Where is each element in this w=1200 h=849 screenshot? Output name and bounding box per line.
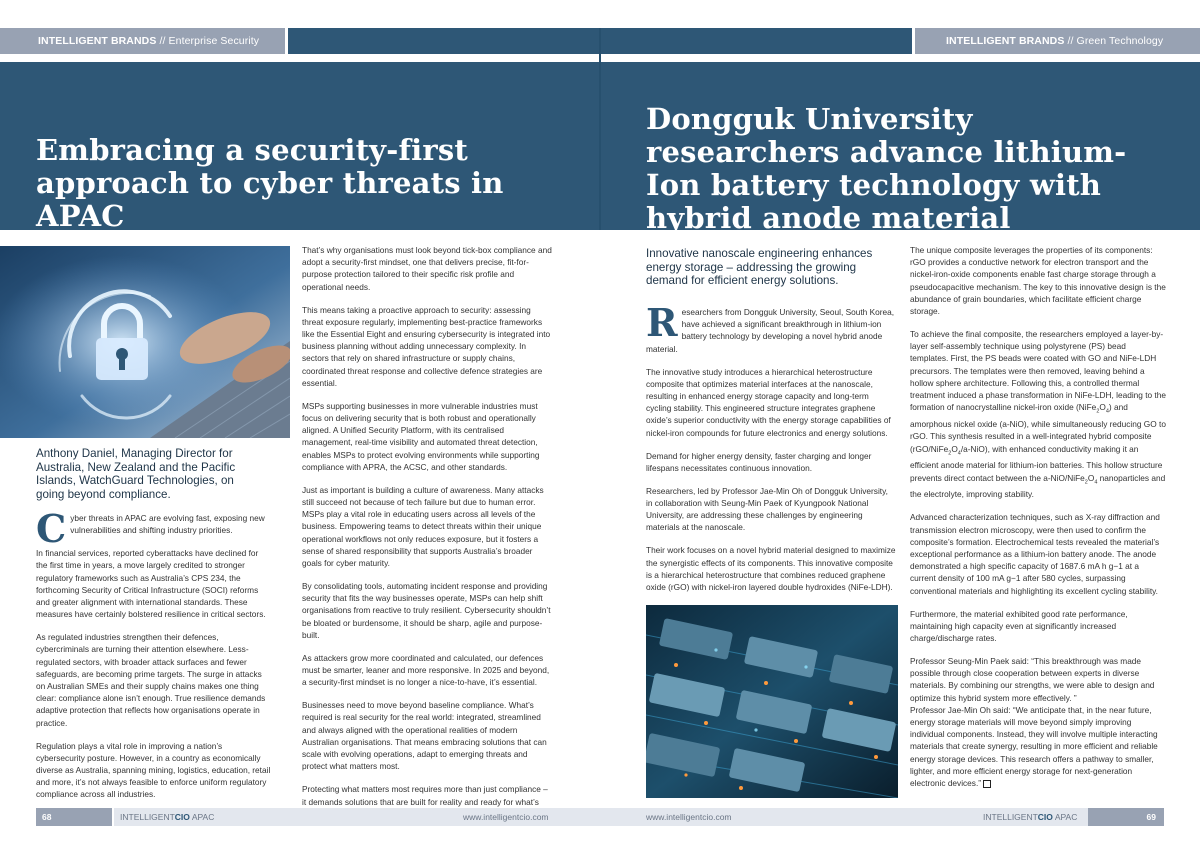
right-footer-brand-bold: CIO: [1037, 812, 1053, 822]
right-col-2: [910, 244, 1166, 800]
right-col2-p3: Advanced characterization techniques, such as X-ray diffraction and transmission electron microscopy, were then used to confirm the composite’s formation. Electrochemical tests revealed the material’s exceptional performance as a lithium-ion battery anode. The anode demonstrated a high specific capacity of 1687.6 mA h g−1 at a current density of 100 mA g−1 after 580 cycles, surpassing conventional materials and highlighting its excellent cycling stability.: [910, 512, 1160, 596]
right-col2-p2-part-c: /a-NiO), with enhanced conductivity making it an efficient anode material for lithium-ion batteries. This hollow structure prevents direct contact between the a-NiO/NiFe: [910, 443, 1163, 483]
left-col2-p6: As attackers grow more coordinated and calculated, our defences must be smarter, leaner and more responsive. In 2025 and beyond, a security-first mindset is no longer a nice-to-have, it’s essential.: [302, 652, 550, 688]
subscript-4b: 4: [957, 450, 961, 457]
left-col2-p7: Businesses need to move beyond baseline compliance. What’s required is real security for the real world: integrated, streamlined and always aligned with the operational realities of modern Australian organisations. That means embracing solutions that can scale with evolving operations, adapt to emerging threats and protect what matters most.: [302, 700, 547, 772]
right-section-tag: [915, 28, 1200, 54]
right-col-1: [646, 300, 896, 604]
left-article-title: Embracing a security-first approach to cyber threats in APAC: [36, 133, 504, 233]
right-col2-p2-part-b: ) and amorphous nickel oxide (a-NiO), while simultaneously reducing GO to rGO. This synthesis resulted in a well-integrated hybrid composite (rGO/NiFe: [910, 402, 1166, 454]
right-col2-p5: Professor Seung-Min Paek said: “This breakthrough was made possible through close cooperation between experts in diverse materials. By combining our strengths, we were able to design and optimize this hybrid system more effectively. ”: [910, 656, 1155, 703]
right-article-image: [646, 605, 898, 798]
subscript-4c: 4: [1094, 479, 1098, 486]
right-tag-section: Green Technology: [1076, 35, 1164, 47]
left-footer-brand-bold: CIO: [174, 812, 190, 822]
subscript-2c: 2: [1084, 479, 1088, 486]
left-tag-brand: INTELLIGENT BRANDS: [38, 35, 157, 47]
left-footer-brand-pre: INTELLIGENT: [120, 812, 175, 822]
right-col1-p3: Demand for higher energy density, faster charging and longer lifespans necessitates continuous innovation.: [646, 450, 872, 473]
left-col2-p3: MSPs supporting businesses in more vulnerable industries must focus on delivering security that is both robust and operationally aligned. A Unified Security Platform, with its centralised management, real-time visibility and automated threat detection, enables MSPs to protect evolving environments while supporting compliance with APRA, the ACSC, and other standards.: [302, 400, 540, 472]
right-footer-brand: [983, 808, 1077, 826]
right-page-number: 69: [1088, 808, 1164, 826]
subscript-2: 2: [1096, 408, 1100, 415]
left-col2-p8-text: Protecting what matters most requires more than just compliance – it demands solutions that are built for reality and ready for what’s: [302, 784, 548, 807]
left-tag-sep: //: [156, 35, 169, 47]
left-col-1: [36, 506, 272, 811]
right-tag-sep: //: [1064, 35, 1077, 47]
right-footer-brand-post: APAC: [1052, 812, 1078, 822]
left-col1-p2: In financial services, reported cyberattacks have declined for the first time in years, a move largely credited to stronger regulatory frameworks such as Australia’s CPS 234, the forthcoming Security of Critical Infrastructure (SOCI) reforms and greater alignment with international standards. These measures have certainly bolstered resilience in critical sectors.: [36, 548, 266, 620]
left-footer-brand: [120, 808, 214, 826]
left-footer-brand-post: APAC: [189, 812, 215, 822]
right-col2-p6: [910, 704, 1166, 789]
left-col2-p4: Just as important is building a culture of awareness. Many attacks still succeed not because of tech failure but due to human error. MSPs play a vital role in educating users across all levels of the business. Empowering teams to detect threats within their unique operational workflows not only reduces exposure, but it fosters a sense of shared responsibility that supports Australia’s broader goals for cyber maturity.: [302, 484, 544, 569]
right-col2-p2: To achieve the final composite, the researchers employed a layer-by-layer self-assembly technique using polystyrene (PS) bead templates. First, the PS beads were coated with GO and NiFe-LDH precursors. The templates were then removed, leaving behind a hollow sphere architecture. Following this, a controlled thermal treatment induced a phase transformation in NiFe-LDH, leading to the formation of nanocrystalline nickel-iron oxide $(NiFe_2O_4)$ and amorphous nickel oxide (a-NiO), while simultaneously reducing GO to rGO. This synthesis resulted in a well-integrated hybrid composite $(rGO/NiFe_2O_4/a-NiO)$, with enhanced conductivity making it an efficient anode material for lithium-ion batteries. This hollow structure prevents direct contact between the $a-NiO/NiFe_2O_4$ nanoparticles and the electrolyte, improving stability.: [910, 329, 1166, 500]
left-col1-p1-text: yber threats in APAC are evolving fast, exposing new vulnerabilities and shifting industry priorities.: [70, 513, 265, 536]
left-article-image: [0, 246, 290, 438]
right-col1-p1: [646, 300, 896, 355]
right-col2-p4: Furthermore, the material exhibited good rate performance, maintaining high capacity even at significantly increased charge/discharge rates.: [910, 608, 1128, 644]
right-footer-url[interactable]: www.intelligentcio.com: [646, 812, 732, 822]
subscript-4: 4: [1105, 408, 1109, 415]
left-tag-section: Enterprise Security: [168, 35, 260, 47]
right-tag-brand: INTELLIGENT BRANDS: [946, 35, 1065, 47]
left-col2-p1: That’s why organisations must look beyond tick-box compliance and adopt a security-first mindset, one that delivers precise, fit-for-purpose protection tailored to their specific risk profile and operational needs.: [302, 245, 552, 292]
left-footer-url[interactable]: www.intelligentcio.com: [463, 812, 549, 822]
left-section-tag: [0, 28, 285, 54]
right-footer-brand-pre: INTELLIGENT: [983, 812, 1038, 822]
circuit-battery-photo-icon: [646, 605, 898, 798]
right-col1-p4: Researchers, led by Professor Jae-Min Oh of Dongguk University, in collaboration with Seung-Min Paek of Kyungpook National University, are addressing these challenges by engineering materials at the nanoscale.: [646, 485, 888, 533]
right-lede: Innovative nanoscale engineering enhances energy storage – addressing the growing demand for efficient energy solutions.: [646, 247, 873, 287]
subscript-2b: 2: [948, 450, 952, 457]
right-col1-p2: The innovative study introduces a hierarchical heterostructure composite that optimizes material interfaces at the nanoscale, resulting in enhanced energy storage capacity and long-term cycling stability. This engineered structure integrates graphene oxide’s superior conductivity with the energy storage capabilities of nickel-iron compounds for future electronics and energy solutions.: [646, 366, 891, 438]
right-col2-p2-part-a: To achieve the final composite, the researchers employed a layer-by-layer self-assembly technique using polystyrene (PS) bead templates. First, the PS beads were coated with GO and NiFe-LDH precursors. The templates were then removed, leaving behind a hollow sphere architecture. Following this, a controlled thermal treatment induced a phase transformation in NiFe-LDH, leading to the formation of nanocrystalline nickel-iron oxide (NiFe: [910, 329, 1166, 413]
right-col1-p1-text: esearchers from Dongguk University, Seoul, South Korea, have achieved a significant breakthrough in lithium-ion battery technology by developing a novel hybrid anode material.: [646, 307, 895, 354]
laptop-padlock-photo-icon: [0, 246, 290, 438]
right-col1-p5: Their work focuses on a novel hybrid material designed to maximize the synergistic effects of its components. This innovative composite is a hierarchical heterostructure that combines reduced graphene oxide (rGO) with nickel-iron layered double hydroxides (NiFe-LDH).: [646, 545, 896, 593]
left-col2-p2: This means taking a proactive approach to security: assessing threat exposure regularly, implementing best-practice frameworks like the Essential Eight and ensuring cybersecurity is integrated into business planning without adding unnecessary complexity. In sectors that rely on shared infrastructure or supply chains, coordinated threat response and collective defence strategies are essential.: [302, 304, 551, 388]
left-col-2: [302, 244, 552, 831]
right-dropcap: R: [646, 300, 678, 345]
left-col1-p3: As regulated industries strengthen their defences, cybercriminals are turning their attention elsewhere. Less-regulated sectors, with broader attack surfaces and fewer safeguards, are becoming prime targets. The surge in attacks on Australian SMEs and their supply chains makes one thing clear: compliance alone isn’t enough. True resilience demands adaptive protection that reflects how organisations operate in practice.: [36, 632, 266, 728]
right-article-title: Dongguk University researchers advance lithium-Ion battery technology with hybrid anode material: [646, 102, 1127, 235]
left-col2-p5: By consolidating tools, automating incident response and providing security that fits the way businesses operate, MSPs can help shift organisations from reactive to truly resilient. Cybersecurity shouldn’t be bloated or burdensome, it should be sharp, agile and purpose-built.: [302, 581, 551, 640]
right-col2-p6-text: Professor Jae-Min Oh said: “We anticipate that, in the near future, energy storage materials will move beyond simply improving individual components. Instead, they will involve multiple interacting materials that create synergy, resulting in more efficient and reliable energy storage devices. This research offers a pathway to smaller, lighter, and more efficient energy storage for next-generation electronic devices.”: [910, 704, 1158, 789]
right-col2-p1: The unique composite leverages the properties of its components: rGO provides a conductive network for electron transport and the nickel-iron-oxide components enable fast charge storage through a pseudocapacitive mechanism. The key to this innovative design is the abundance of grain boundaries, which facilitate efficient charge storage.: [910, 245, 1166, 317]
right-col2-p2-part-d: nanoparticles and the electrolyte, improving stability.: [910, 472, 1166, 500]
left-dropcap: C: [36, 506, 67, 551]
left-image-caption: Anthony Daniel, Managing Director for Australia, New Zealand and the Pacific Islands, WatchGuard Technologies, on going beyond compliance.: [36, 447, 236, 501]
left-col1-p1: [36, 506, 272, 551]
left-col1-p4: Regulation plays a vital role in improving a nation’s cybersecurity posture. However, in a country as economically diverse as Australia, spanning mining, logistics, education, retail and more, it’s not always feasible to enforce uniform regulatory compliance across all industries.: [36, 740, 271, 800]
end-mark-icon: [983, 780, 991, 788]
left-page-number: 68: [36, 808, 112, 826]
gutter-fold: [599, 28, 601, 230]
